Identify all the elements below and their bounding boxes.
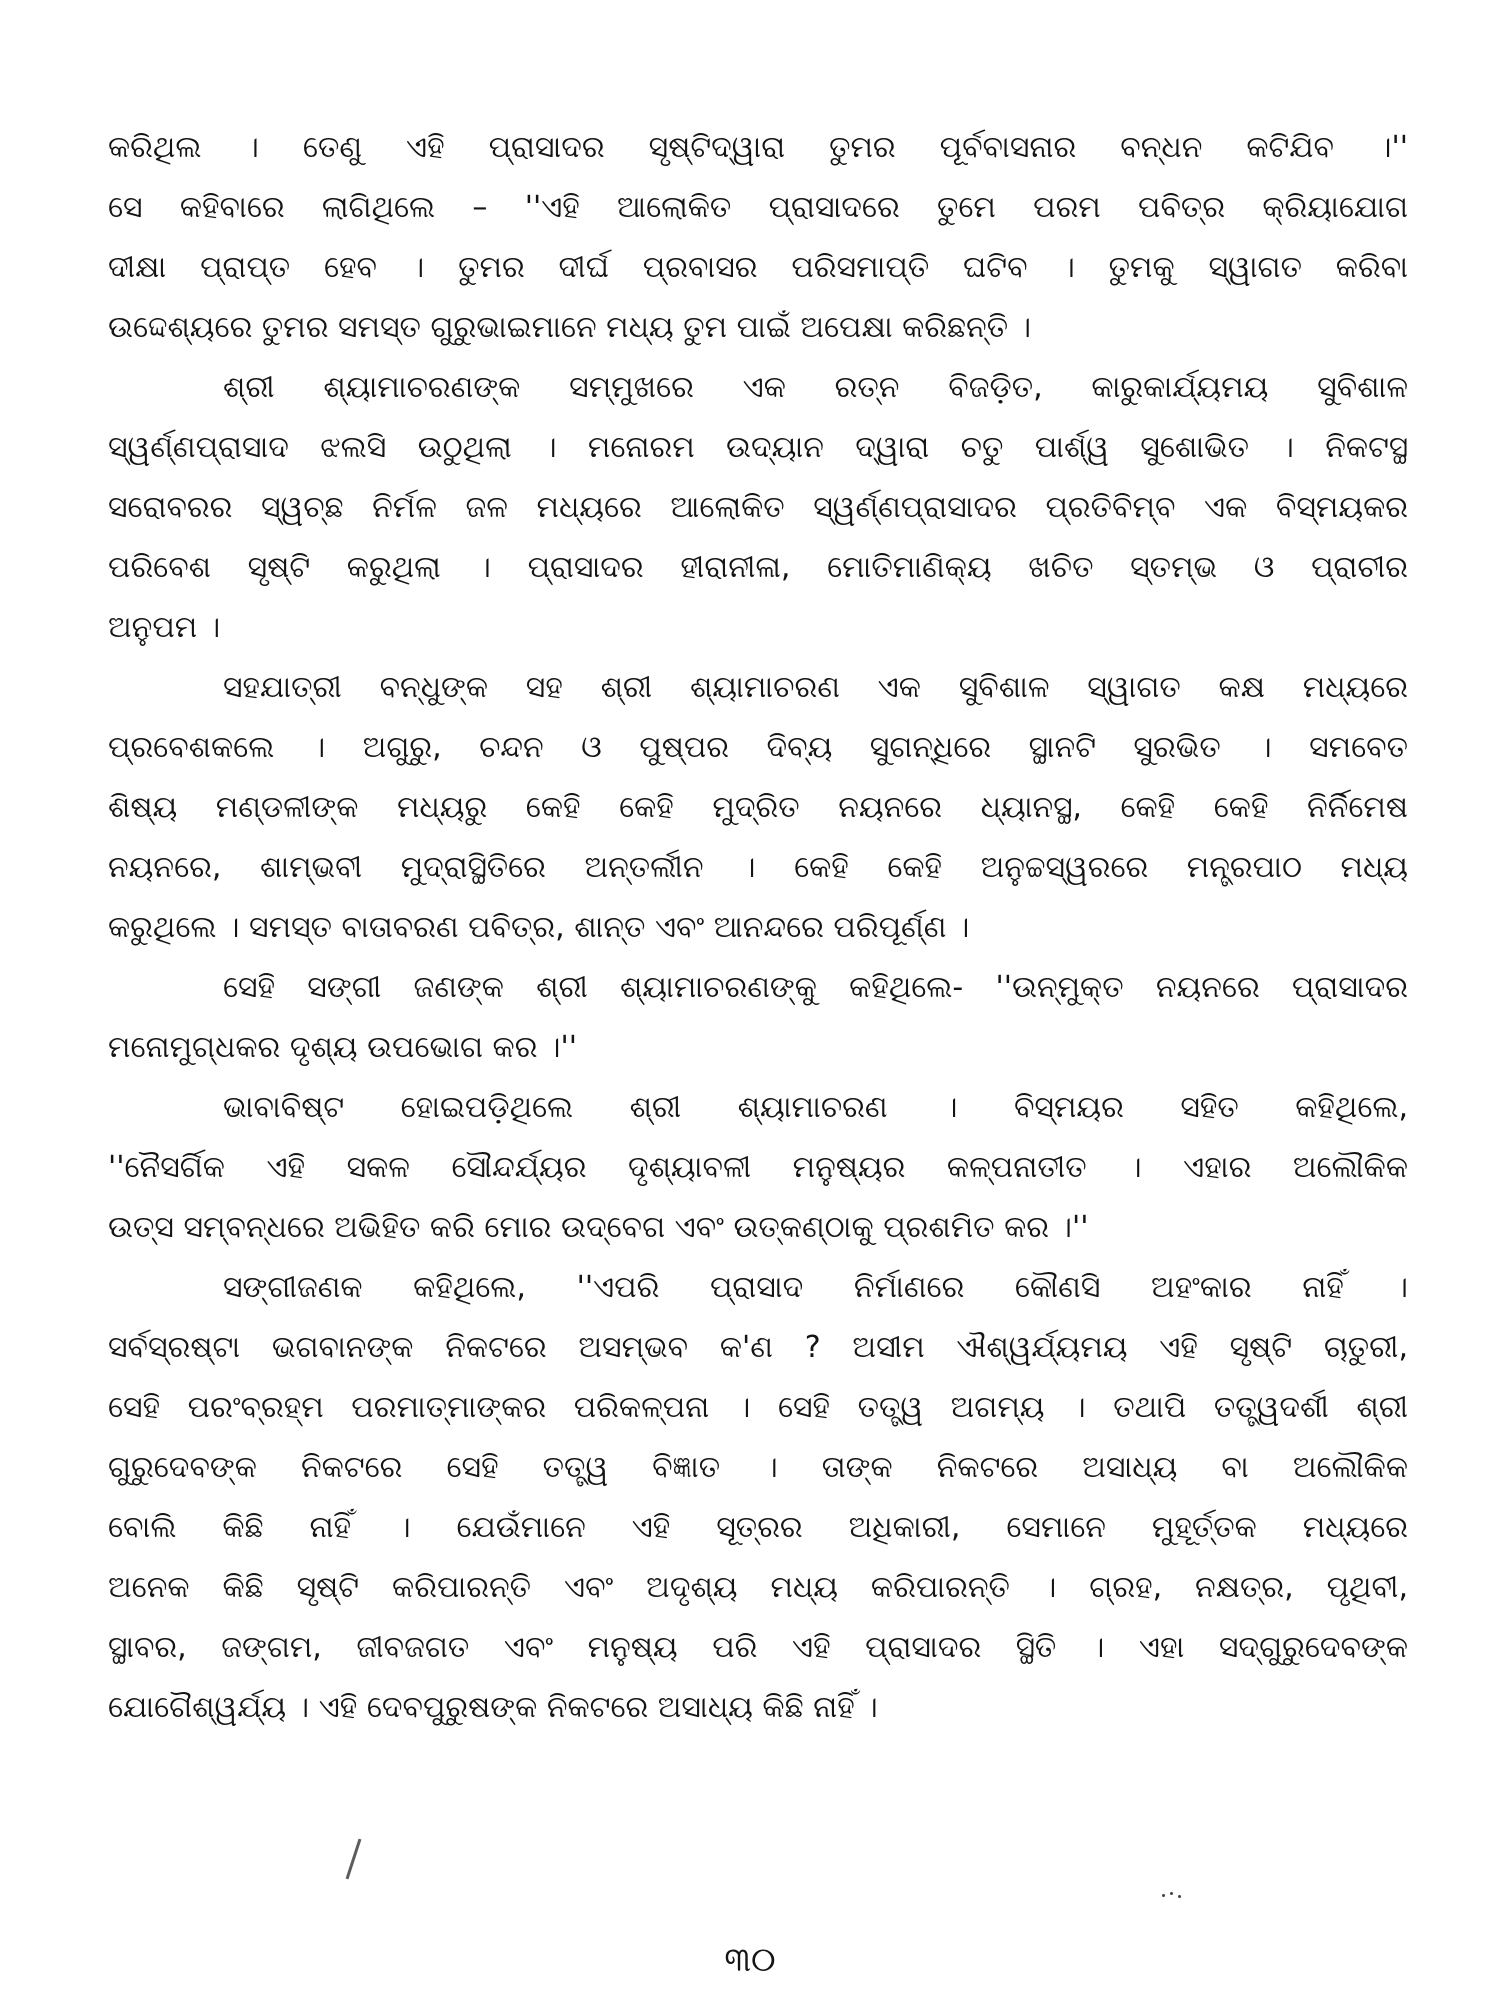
text-line: ଗୁରୁଦେବଙ୍କ ନିକଟରେ ସେହି ତତ୍ତ୍ୱ ବିଜ୍ଞାତ । ତାଙ୍କ ନିକଟରେ ଅସାଧ୍ୟ ବା ଅଲୌକିକ xyxy=(108,1450,1408,1485)
text-line: ସେହି ପରଂବ୍ରହ୍ମ ପରମାତ୍ମାଙ୍କର ପରିକଳ୍ପନା । ସେହି ତତ୍ତ୍ୱ ଅଗମ୍ୟ । ତଥାପି ତତ୍ତ୍ୱଦର୍ଶୀ ଶ୍ରୀ xyxy=(108,1390,1408,1425)
text-line: ''ନୈସର୍ଗିକ ଏହି ସକଳ ସୌନ୍ଦର୍ଯ୍ୟର ଦୃଶ୍ୟାବଳୀ ମନୁଷ୍ୟର କଳ୍ପନାତୀତ । ଏହାର ଅଲୌକିକ xyxy=(108,1150,1408,1185)
text-line: ଶିଷ୍ୟ ମଣ୍ଡଳୀଙ୍କ ମଧ୍ୟରୁ କେହି କେହି ମୁଦ୍ରିତ ନୟନରେ ଧ୍ୟାନସ୍ଥ, କେହି କେହି ନିର୍ନିମେଷ xyxy=(108,790,1408,825)
speck xyxy=(1178,1895,1181,1898)
body-text xyxy=(108,118,1408,1738)
text-line: ନୟନରେ, ଶାମ୍ଭବୀ ମୁଦ୍ରାସ୍ଥିତିରେ ଅନ୍ତର୍ଲୀନ । କେହି କେହି ଅନୁଚ୍ଚସ୍ୱରରେ ମନ୍ତ୍ରପାଠ ମଧ୍ୟ xyxy=(108,850,1408,885)
text-line: ସର୍ବସ୍ରଷ୍ଟା ଭଗବାନଙ୍କ ନିକଟରେ ଅସମ୍ଭବ କ'ଣ ? ଅସୀମ ଐଶ୍ୱର୍ଯ୍ୟମୟ ଏହି ସୃଷ୍ଟି ଚାତୁରୀ, xyxy=(108,1330,1408,1365)
text-line: ପ୍ରବେଶକଲେ । ଅଗୁରୁ, ଚନ୍ଦନ ଓ ପୁଷ୍ପର ଦିବ୍ୟ ସୁଗନ୍ଧିରେ ସ୍ଥାନଟି ସୁରଭିତ । ସମବେତ xyxy=(108,730,1408,765)
text-line: କରିଥିଲ । ତେଣୁ ଏହି ପ୍ରାସାଦର ସୃଷ୍ଟିଦ୍ୱାରା ତୁମର ପୂର୍ବବାସନାର ବନ୍ଧନ କଟିଯିବ ।'' xyxy=(108,130,1408,165)
paragraph-start-line: ସଙ୍ଗୀଜଣକ କହିଥିଲେ, ''ଏପରି ପ୍ରାସାଦ ନିର୍ମାଣରେ କୌଣସି ଅହଂକାର ନାହିଁ । xyxy=(223,1270,1408,1305)
speck xyxy=(1170,1892,1173,1895)
text-line: ସରୋବରର ସ୍ୱଚ୍ଛ ନିର୍ମଳ ଜଳ ମଧ୍ୟରେ ଆଲୋକିତ ସ୍ୱର୍ଣ୍ଣପ୍ରାସାଦର ପ୍ରତିବିମ୍ବ ଏକ ବିସ୍ମୟକର xyxy=(108,490,1408,525)
text-line: ଯୋଗୈଶ୍ୱର୍ଯ୍ୟ । ଏହି ଦେବପୁରୁଷଙ୍କ ନିକଟରେ ଅସାଧ୍ୟ କିଛି ନାହିଁ । xyxy=(108,1690,878,1725)
paragraph-start-line: ଭାବାବିଷ୍ଟ ହୋଇପଡ଼ିଥିଲେ ଶ୍ରୀ ଶ୍ୟାମାଚରଣ । ବିସ୍ମୟର ସହିତ କହିଥିଲେ, xyxy=(223,1090,1408,1125)
text-line: ଦୀକ୍ଷା ପ୍ରାପ୍ତ ହେବ । ତୁମର ଦୀର୍ଘ ପ୍ରବାସର ପରିସମାପ୍ତି ଘଟିବ । ତୁମକୁ ସ୍ୱାଗତ କରିବା xyxy=(108,250,1408,285)
text-line: ପରିବେଶ ସୃଷ୍ଟି କରୁଥିଲା । ପ୍ରାସାଦର ହୀରାନୀଳା, ମୋତିମାଣିକ୍ୟ ଖଚିତ ସ୍ତମ୍ଭ ଓ ପ୍ରାଚୀର xyxy=(108,550,1408,585)
paragraph-start-line: ସହଯାତ୍ରୀ ବନ୍ଧୁଙ୍କ ସହ ଶ୍ରୀ ଶ୍ୟାମାଚରଣ ଏକ ସୁବିଶାଳ ସ୍ୱାଗତ କକ୍ଷ ମଧ୍ୟରେ xyxy=(223,670,1408,705)
paragraph-start-line: ଶ୍ରୀ ଶ୍ୟାମାଚରଣଙ୍କ ସମ୍ମୁଖରେ ଏକ ରତ୍ନ ବିଜଡ଼ିତ, କାରୁକାର୍ଯ୍ୟମୟ ସୁବିଶାଳ xyxy=(223,370,1408,405)
text-line: କରୁଥିଲେ । ସମସ୍ତ ବାତାବରଣ ପବିତ୍ର, ଶାନ୍ତ ଏବଂ ଆନନ୍ଦରେ ପରିପୂର୍ଣ୍ଣ । xyxy=(108,910,970,945)
text-line: ସ୍ୱର୍ଣ୍ଣପ୍ରାସାଦ ଝଲସି ଉଠୁଥିଲା । ମନୋରମ ଉଦ୍ୟାନ ଦ୍ୱାରା ଚତୁ ପାର୍ଶ୍ୱ ସୁଶୋଭିତ । ନିକଟସ୍ଥ xyxy=(108,430,1408,465)
page-number: ୩୦ xyxy=(724,1940,776,1980)
text-line: ସେ କହିବାରେ ଲାଗିଥିଲେ – ''ଏହି ଆଲୋକିତ ପ୍ରାସାଦରେ ତୁମେ ପରମ ପବିତ୍ର କ୍ରିୟାଯୋଗ xyxy=(108,190,1408,225)
text-line: ବୋଲି କିଛି ନାହିଁ । ଯେଉଁମାନେ ଏହି ସୂତ୍ରର ଅଧିକାରୀ, ସେମାନେ ମୁହୂର୍ତ୍ତକ ମଧ୍ୟରେ xyxy=(108,1510,1408,1545)
text-line: ଉଦ୍ଦେଶ୍ୟରେ ତୁମର ସମସ୍ତ ଗୁରୁଭାଇମାନେ ମଧ୍ୟ ତୁମ ପାଇଁ ଅପେକ୍ଷା କରିଛନ୍ତି । xyxy=(108,310,1032,345)
speck xyxy=(1162,1894,1165,1897)
text-line: ଅନେକ କିଛି ସୃଷ୍ଟି କରିପାରନ୍ତି ଏବଂ ଅଦୃଶ୍ୟ ମଧ୍ୟ କରିପାରନ୍ତି । ଗ୍ରହ, ନକ୍ଷତ୍ର, ପୃଥିବୀ, xyxy=(108,1570,1408,1605)
ink-specks xyxy=(1162,1890,1192,1900)
text-line: ସ୍ଥାବର, ଜଙ୍ଗମ, ଜୀବଜଗତ ଏବଂ ମନୁଷ୍ୟ ପରି ଏହି ପ୍ରାସାଦର ସ୍ଥିତି । ଏହା ସଦ୍‌ଗୁରୁଦେବଙ୍କ xyxy=(108,1630,1408,1665)
text-line: ଅନୁପମ । xyxy=(108,610,221,645)
text-line: ମନୋମୁଗ୍ଧକର ଦୃଶ୍ୟ ଉପଭୋଗ କର ।'' xyxy=(108,1030,577,1065)
text-line: ଉତ୍ସ ସମ୍ବନ୍ଧରେ ଅଭିହିତ କରି ମୋର ଉଦ୍‌ବେଗ ଏବଂ ଉତ୍କଣ୍ଠାକୁ ପ୍ରଶମିତ କର ।'' xyxy=(108,1210,1089,1245)
paragraph-start-line: ସେହି ସଙ୍ଗୀ ଜଣଙ୍କ ଶ୍ରୀ ଶ୍ୟାମାଚରଣଙ୍କୁ କହିଥିଲେ- ''ଉନ୍ମୁକ୍ତ ନୟନରେ ପ୍ରାସାଦର xyxy=(223,970,1408,1005)
pencil-mark xyxy=(346,1839,362,1880)
